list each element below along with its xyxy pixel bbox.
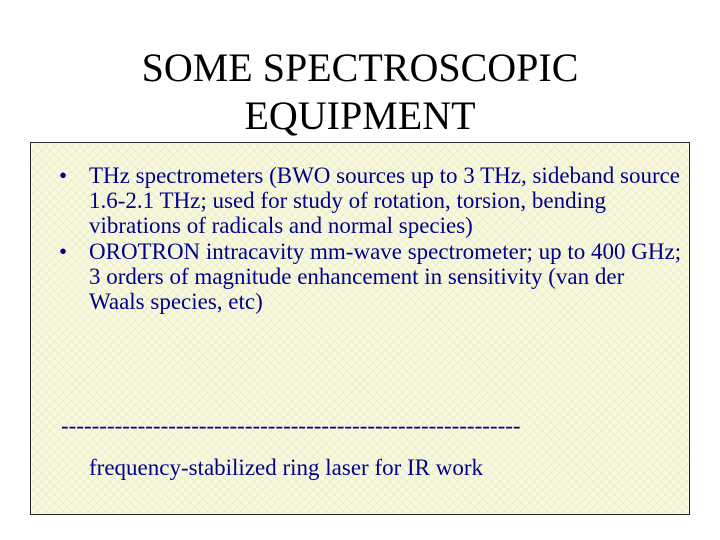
bullet-text: THz spectrometers (BWO sources up to 3 THz, sideband source 1.6-2.1 THz; used for study of rotation, torsion, bending vibrations of radicals and normal species) <box>89 163 681 239</box>
bullet-marker: • <box>59 163 68 188</box>
bullet-marker: • <box>59 238 68 264</box>
slide-title <box>60 44 660 140</box>
bullet-text: OROTRON intracavity mm-wave spectrometer; up to 400 GHz; 3 orders of magnitude enhancement in sensitivity (van der Waals species, etc) <box>89 238 682 315</box>
content-box <box>30 142 690 515</box>
bullet-item-orotron <box>31 239 691 315</box>
slide-title-line-1: SOME SPECTROSCOPIC <box>141 45 579 90</box>
bullet-item-thz-spectrometers <box>31 163 691 239</box>
dashed-divider: ------------------------------------------------------------ <box>61 413 521 438</box>
ring-laser-line: frequency-stabilized ring laser for IR work <box>89 455 484 480</box>
slide-title-line-2: EQUIPMENT <box>244 93 476 138</box>
bullet-list <box>31 163 691 314</box>
